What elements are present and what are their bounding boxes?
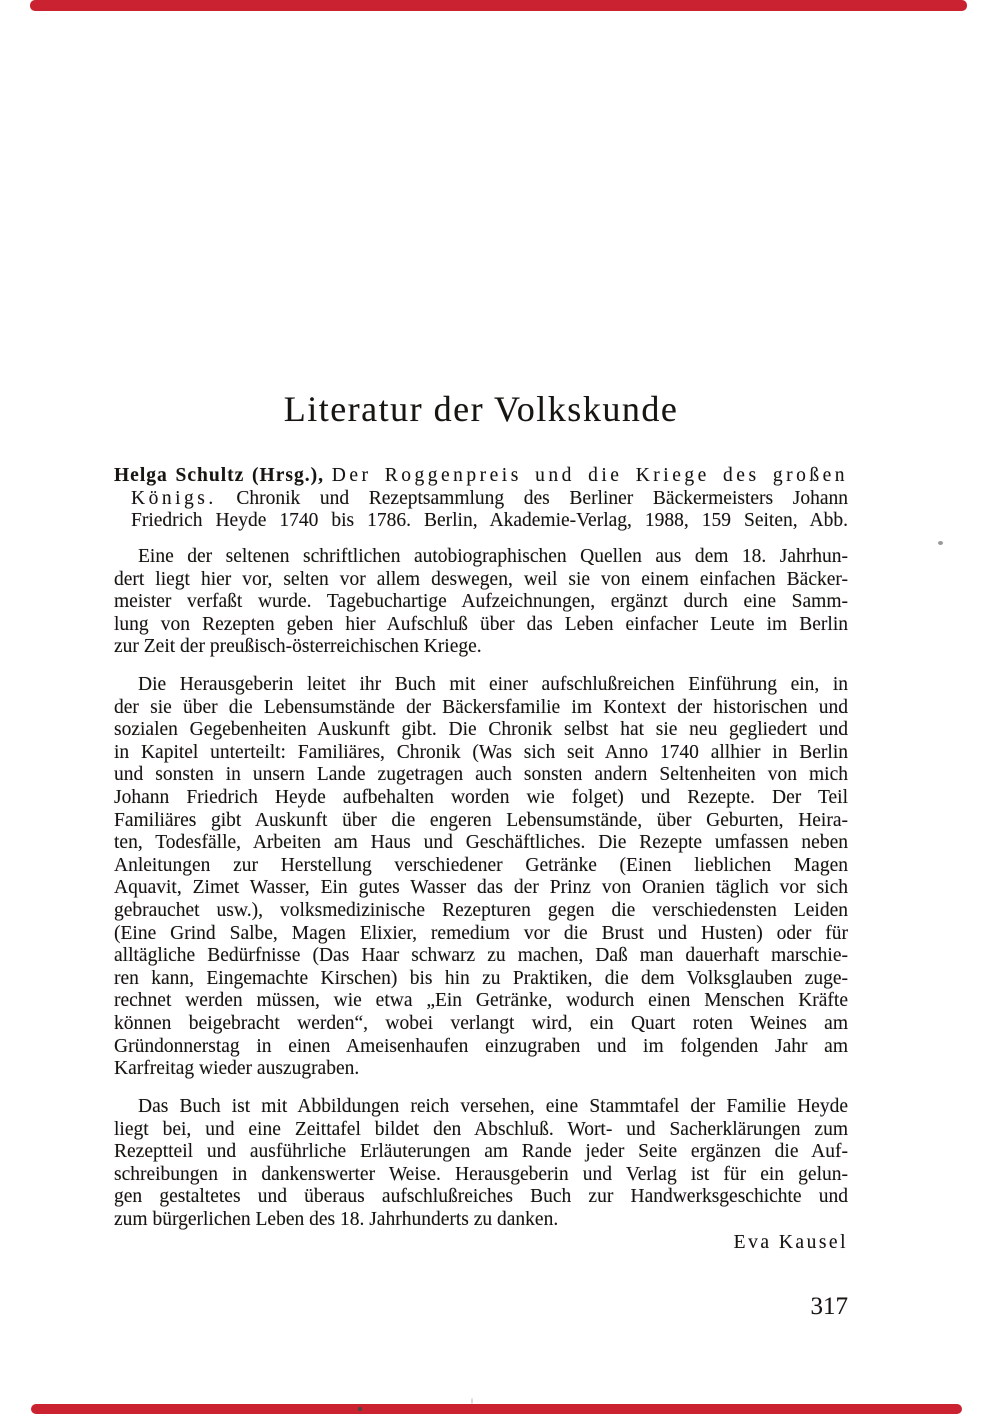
text-line: Anleitungen zur Herstellung verschiedener Getränke (Einen lieblichen Magen	[114, 854, 848, 876]
text-line: Das Buch ist mit Abbildungen reich versehen, eine Stammtafel der Familie Heyde	[138, 1096, 848, 1117]
text-line: liegt bei, und eine Zeittafel bildet den Abschluß. Wort- und Sacherklärungen zum	[114, 1118, 848, 1140]
page-title: Literatur der Volkskunde	[283, 389, 679, 429]
scan-speck	[938, 541, 943, 545]
scan-speck	[471, 1398, 473, 1404]
text-segment: Chronik und Rezeptsammlung des Berliner Bäckermeisters Johann	[216, 487, 848, 509]
text-line: Eine der seltenen schriftlichen autobiographischen Quellen aus dem 18. Jahrhun-	[138, 546, 848, 567]
text-line: zur Zeit der preußisch-österreichischen Kriege.	[114, 636, 482, 658]
text-line: gebrauchet usw.), volksmedizinische Rezepturen gegen die verschiedensten Leiden	[114, 899, 848, 921]
text-line: gen gestaltetes und überaus aufschlußreiches Buch zur Handwerksgeschichte und	[114, 1186, 848, 1208]
scan-speck	[358, 1407, 362, 1411]
text-segment: Königs.	[131, 487, 217, 509]
text-line: zum bürgerlichen Leben des 18. Jahrhunderts zu danken.	[114, 1208, 559, 1230]
text-line: Karfreitag wieder auszugraben.	[114, 1058, 360, 1080]
paragraph	[114, 546, 848, 659]
scan-edge-bar-bottom	[31, 1404, 962, 1414]
text-line: können beigebracht werden“, wobei verlangt wird, ein Quart roten Weines am	[114, 1012, 848, 1034]
text-line: schreibungen in dankenswerter Weise. Herausgeberin und Verlag ist für ein gelun-	[114, 1163, 848, 1185]
text-line: lung von Rezepten geben hier Aufschluß über das Leben einfacher Leute im Berlin	[114, 613, 848, 635]
bibliography-entry	[114, 465, 848, 533]
text-line	[114, 465, 848, 488]
page-number: 317	[810, 1293, 848, 1320]
text-line: Die Herausgeberin leitet ihr Buch mit einer aufschlußreichen Einführung ein, in	[138, 674, 848, 695]
text-segment: Friedrich Heyde 1740 bis 1786. Berlin, Akademie-Verlag, 1988, 159 Seiten, Abb.	[131, 510, 848, 532]
text-line	[114, 510, 848, 533]
text-line: sozialen Gegebenheiten Auskunft gibt. Die Chronik selbst hat sie neu gegliedert und	[114, 719, 848, 741]
text-line: Rezeptteil und ausführliche Erläuterungen am Rande jeder Seite ergänzen die Auf-	[114, 1141, 848, 1163]
text-line: und sonsten in unsern Lande zugetragen auch sonsten andern Seltenheiten von mich	[114, 764, 848, 786]
text-segment: Helga Schultz (Hrsg.),	[114, 465, 332, 486]
text-line: ten, Todesfälle, Arbeiten am Haus und Geschäftliches. Die Rezepte umfassen neben	[114, 832, 848, 854]
text-segment: Der Roggenpreis und die Kriege des großen	[331, 465, 848, 486]
text-line: rechnet werden müssen, wie etwa „Ein Getränke, wodurch einen Menschen Kräfte	[114, 990, 848, 1012]
text-line	[114, 488, 848, 511]
text-line: der sie über die Lebensumstände der Bäckersfamilie im Kontext der historischen und	[114, 696, 848, 718]
scan-edge-bar-top	[30, 0, 967, 11]
text-line: in Kapitel unterteilt: Familiäres, Chronik (Was sich seit Anno 1740 allhier in Berlin	[114, 741, 848, 763]
text-line: Aquavit, Zimet Wasser, Ein gutes Wasser das der Prinz von Oranien täglich vor sich	[114, 877, 848, 899]
paragraph	[114, 1096, 848, 1232]
text-line: alltägliche Bedürfnisse (Das Haar schwarz zu machen, Daß man dauerhaft marschie-	[114, 945, 848, 967]
text-line: dert liegt hier vor, selten vor allem deswegen, weil sie von einem einfachen Bäcker-	[114, 568, 848, 590]
paragraph	[114, 674, 848, 1081]
text-line: Gründonnerstag in einen Ameisenhaufen einzugraben und im folgenden Jahr am	[114, 1035, 848, 1057]
text-line: Familiäres gibt Auskunft über die engeren Lebensumstände, über Geburten, Heira-	[114, 809, 848, 831]
reviewer-signature: Eva Kausel	[733, 1232, 848, 1253]
text-line: Johann Friedrich Heyde aufbehalten worden wie folget) und Rezepte. Der Teil	[114, 786, 848, 808]
text-line: meister verfaßt wurde. Tagebuchartige Aufzeichnungen, ergänzt durch eine Samm-	[114, 591, 848, 613]
text-line: (Eine Grind Salbe, Magen Elixier, remedium vor die Brust und Husten) oder für	[114, 922, 848, 944]
text-line: ren kann, Eingemachte Kirschen) bis hin zu Praktiken, die dem Volksglauben zuge-	[114, 967, 848, 989]
